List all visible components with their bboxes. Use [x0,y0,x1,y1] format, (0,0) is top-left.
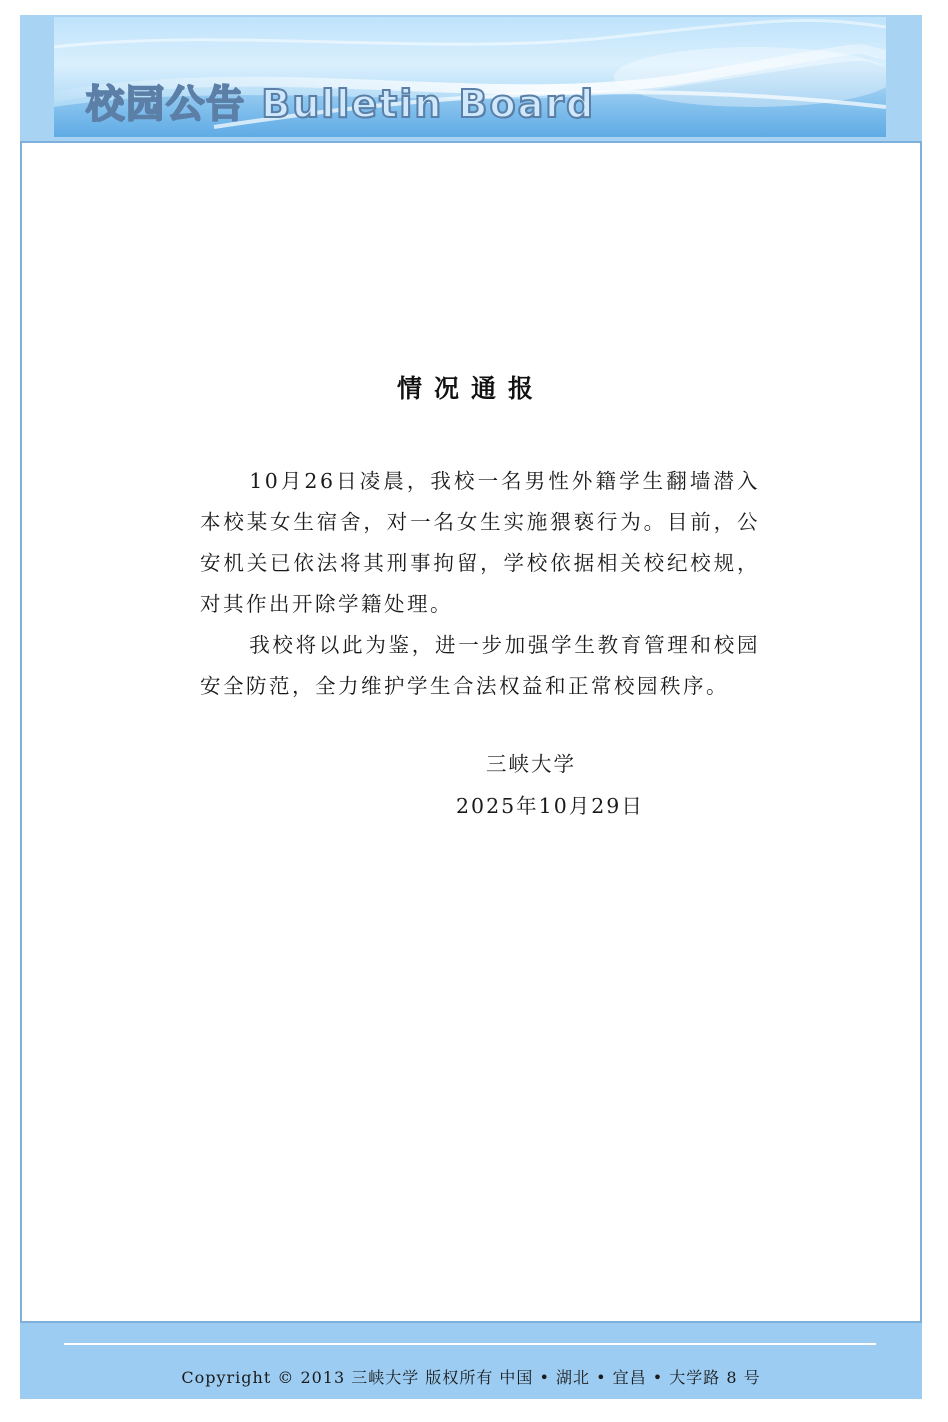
footer-copyright: Copyright © 2013 三峡大学 版权所有 中国 • 湖北 • 宜昌 • 大学路 8 号 [181,1368,761,1387]
notice-title: 情况通报 [396,374,545,403]
bulletin-page [20,15,922,1399]
notice-paragraph-1: 10月26日凌晨，我校一名男性外籍学生翻墙潜入本校某女生宿舍，对一名女生实施猥亵行为。目前，公安机关已依法将其刑事拘留，学校依据相关校纪校规，对其作出开除学籍处理。 [200,469,760,616]
signature-date: 2025年10月29日 [456,794,644,818]
footer [20,1323,922,1399]
header-banner [20,15,922,143]
signature-organization: 三峡大学 [486,752,576,776]
notice-paragraph-2: 我校将以此为鉴，进一步加强学生教育管理和校园安全防范，全力维护学生合法权益和正常校园秩序。 [200,633,760,698]
banner-title: 校园公告 Bulletin Board [86,82,596,126]
footer-divider [64,1343,876,1345]
notice-content-area [20,141,922,1323]
